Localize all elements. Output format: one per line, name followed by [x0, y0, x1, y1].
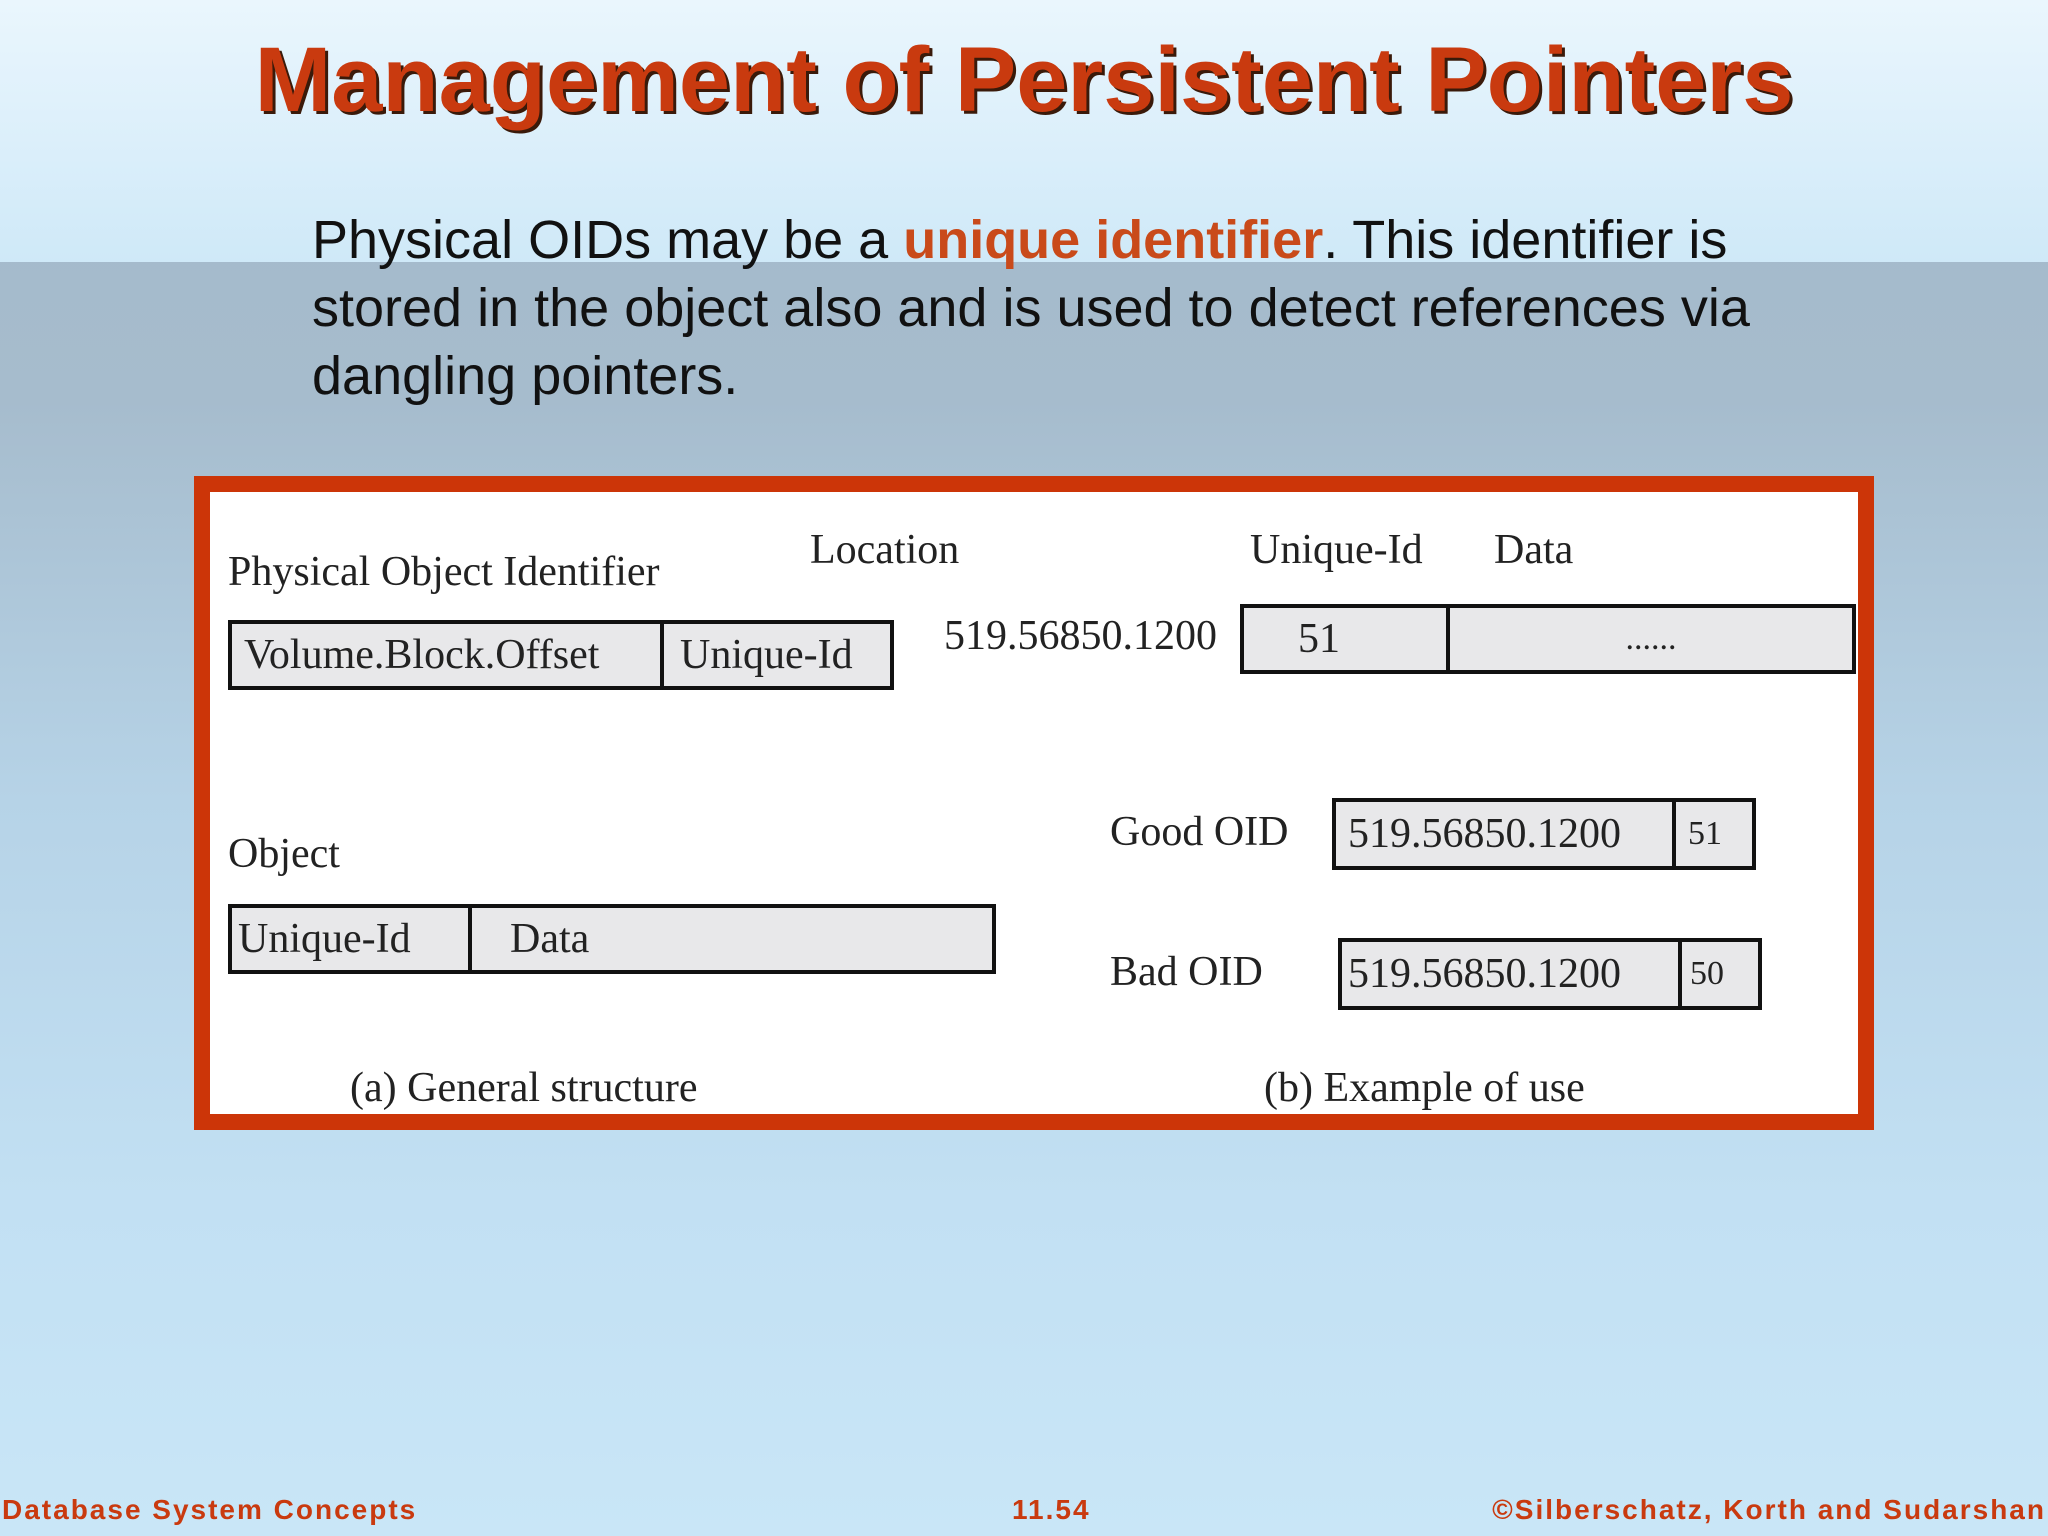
bad-oid-uniqueid: 50 [1678, 942, 1758, 1006]
body-highlight: unique identifier [903, 210, 1324, 270]
oid-figure [194, 476, 1874, 1130]
object-cell-uniqueid: Unique-Id [238, 916, 411, 962]
bad-oid-location: 519.56850.1200 [1348, 951, 1621, 997]
uniqueid-header: Unique-Id [1250, 527, 1423, 573]
body-text-start: Physical OIDs may be a [312, 210, 904, 270]
location-value: 519.56850.1200 [944, 613, 1217, 659]
poid-record [228, 620, 894, 690]
footer-left: Database System Concepts [2, 1494, 418, 1525]
bad-oid-label: Bad OID [1110, 949, 1263, 995]
poid-cell-uniqueid: Unique-Id [660, 624, 890, 686]
poid-label: Physical Object Identifier [228, 549, 660, 595]
stored-cell-data: ...... [1446, 608, 1852, 670]
caption-general: (a) General structure [350, 1065, 698, 1111]
good-oid-record [1332, 798, 1756, 870]
location-header: Location [810, 527, 960, 573]
good-oid-label: Good OID [1110, 809, 1289, 855]
object-cell-data: Data [468, 908, 992, 970]
footer-copyright: ©Silberschatz, Korth and Sudarshan [1492, 1494, 2046, 1525]
bad-oid-record [1338, 938, 1762, 1010]
object-record [228, 904, 996, 974]
poid-cell-location: Volume.Block.Offset [244, 632, 600, 678]
body-text-end: . This identifier is stored in the object also and is used to detect references via dangling pointers. [312, 210, 1750, 406]
object-label: Object [228, 831, 340, 877]
footer-page-number: 11.54 [1012, 1494, 1091, 1525]
slide-title: Management of Persistent Pointers [254, 29, 1794, 131]
data-header: Data [1494, 527, 1574, 573]
stored-object-record [1240, 604, 1856, 674]
good-oid-uniqueid: 51 [1672, 802, 1752, 866]
caption-example: (b) Example of use [1264, 1065, 1585, 1111]
good-oid-location: 519.56850.1200 [1348, 811, 1621, 857]
body-paragraph [312, 206, 1872, 410]
stored-cell-uniqueid: 51 [1298, 616, 1340, 662]
